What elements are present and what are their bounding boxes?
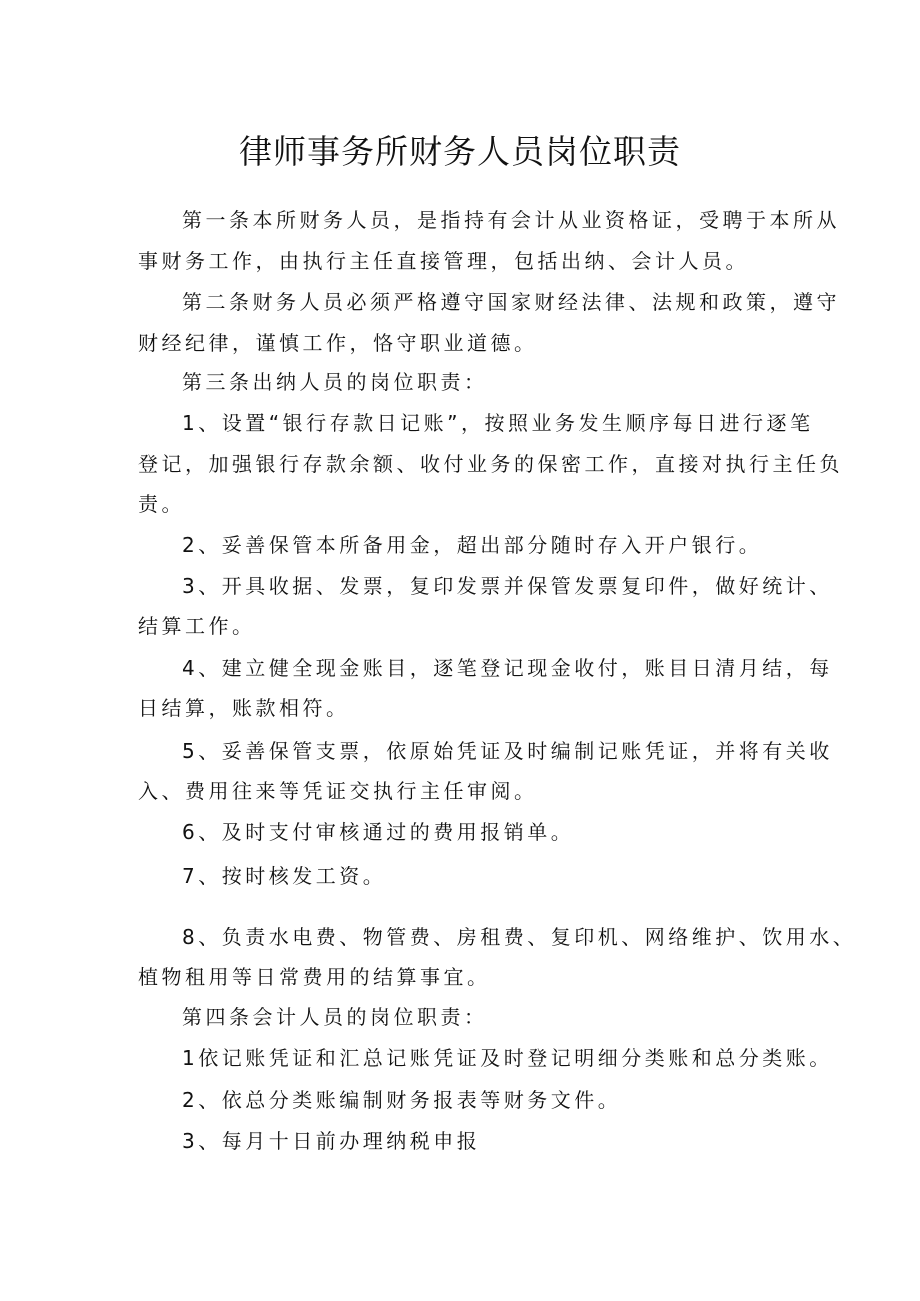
article-3-item-1-line-1: 1、设置“银行存款日记账”，按照业务发生顺序每日进行逐笔 (182, 411, 814, 435)
article-2-line-2: 财经纪律，谨慎工作，恪守职业道德。 (138, 331, 538, 355)
article-3-item-1-line-2: 登记，加强银行存款余额、收付业务的保密工作，直接对执行主任负 (138, 452, 843, 476)
article-3-item-8-line-1: 8、负责水电费、物管费、房租费、复印机、网络维护、饮用水、 (182, 925, 857, 949)
article-3-item-8-line-2: 植物租用等日常费用的结算事宜。 (138, 965, 491, 989)
document-title: 律师事务所财务人员岗位职责 (239, 132, 681, 171)
article-3-item-1-line-3: 责。 (138, 492, 185, 516)
article-3-item-4-line-2: 日结算，账款相符。 (138, 696, 350, 720)
article-2-line-1: 第二条财务人员必须严格遵守国家财经法律、法规和政策，遵守 (182, 290, 840, 314)
article-3-item-3-line-1: 3、开具收据、发票，复印发票并保管发票复印件，做好统计、 (182, 574, 833, 598)
article-3-item-5-line-1: 5、妥善保管支票，依原始凭证及时编制记账凭证，并将有关收 (182, 739, 833, 763)
article-3-item-7-line-1: 7、按时核发工资。 (182, 864, 387, 888)
article-3-heading: 第三条出纳人员的岗位职责： (182, 370, 488, 394)
article-4-item-1-line-1: 1依记账凭证和汇总记账凭证及时登记明细分类账和总分类账。 (182, 1046, 833, 1070)
article-1-line-2: 事财务工作，由执行主任直接管理，包括出纳、会计人员。 (138, 249, 749, 273)
article-4-heading: 第四条会计人员的岗位职责： (182, 1005, 488, 1029)
article-3-item-3-line-2: 结算工作。 (138, 614, 256, 638)
article-4-item-2-line-1: 2、依总分类账编制财务报表等财务文件。 (182, 1088, 622, 1112)
article-1-line-1: 第一条本所财务人员，是指持有会计从业资格证，受聘于本所从 (182, 208, 840, 232)
article-3-item-4-line-1: 4、建立健全现金账目，逐笔登记现金收付，账目日清月结，每 (182, 656, 833, 680)
article-3-item-6-line-1: 6、及时支付审核通过的费用报销单。 (182, 820, 575, 844)
article-3-item-5-line-2: 入、费用往来等凭证交执行主任审阅。 (138, 779, 538, 803)
article-3-item-2-line-1: 2、妥善保管本所备用金，超出部分随时存入开户银行。 (182, 533, 763, 557)
article-4-item-3-line-1: 3、每月十日前办理纳税申报 (182, 1129, 481, 1153)
